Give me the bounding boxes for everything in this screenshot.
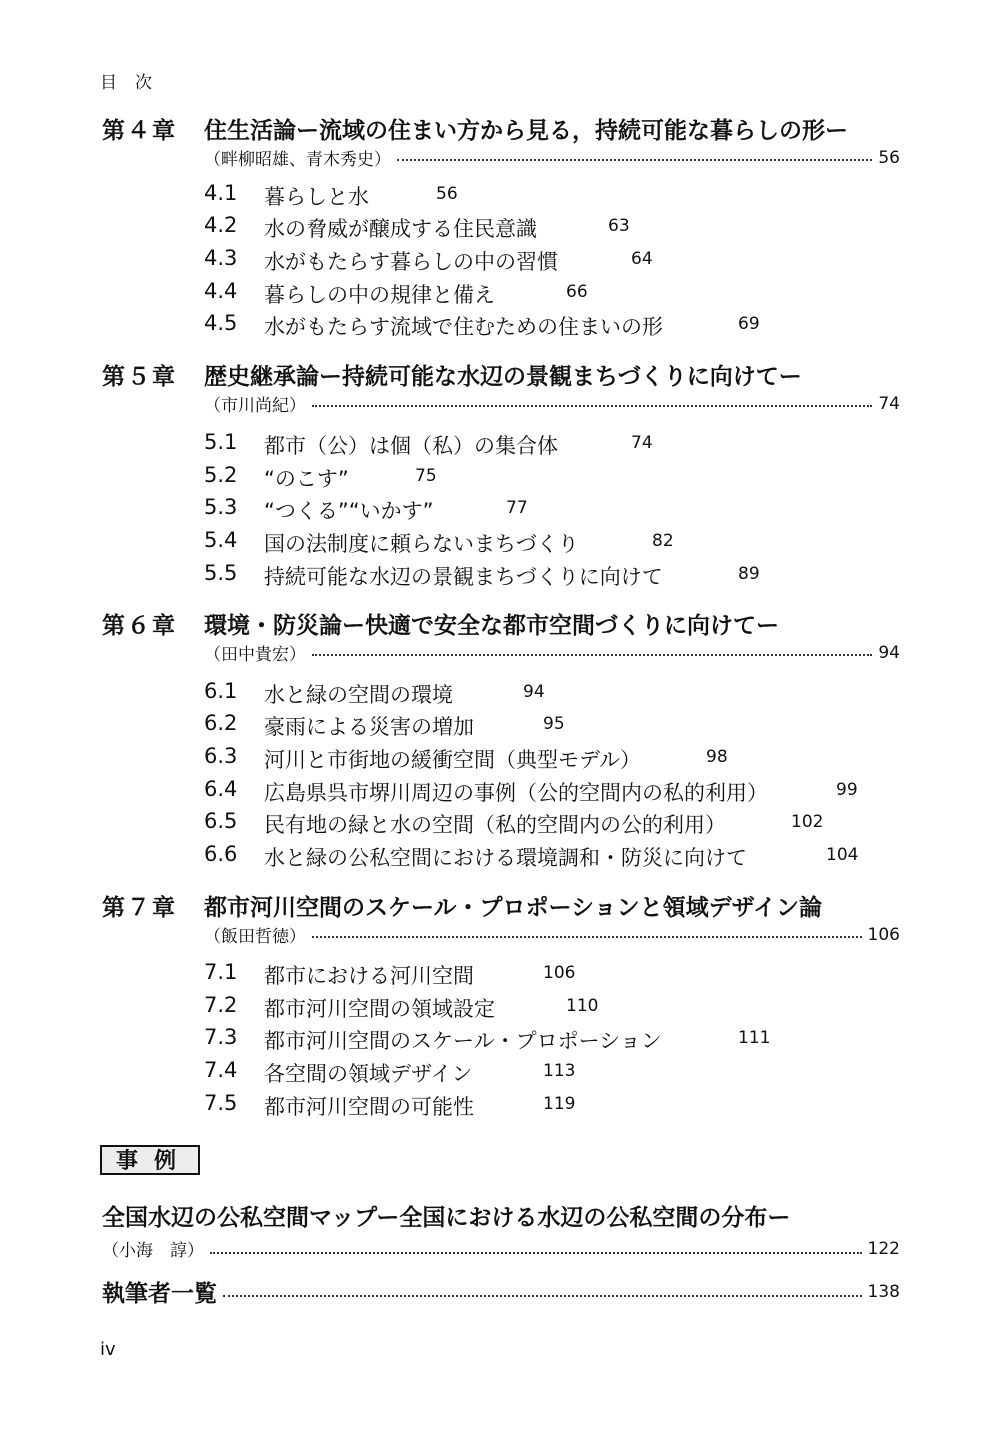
section-page[interactable]: 99 <box>836 780 858 800</box>
section-title[interactable]: 国の法制度に頼らないまちづくり <box>264 532 579 556</box>
section-title[interactable]: 水と緑の空間の環境 <box>264 683 453 707</box>
section-number: 4.4 <box>204 279 238 303</box>
chapter-author: （市川尚紀） <box>204 396 306 416</box>
section-title[interactable]: 都市河川空間の可能性 <box>264 1095 474 1119</box>
chapter-author: （飯田哲徳） <box>204 927 306 947</box>
section-page[interactable]: 77 <box>506 498 528 518</box>
chapter-title[interactable]: 歴史継承論ー持続可能な水辺の景観まちづくりに向けてー <box>204 364 802 390</box>
section-page[interactable]: 106 <box>543 963 576 983</box>
section-number: 6.2 <box>204 711 238 735</box>
section-number: 6.5 <box>204 809 238 833</box>
section-number: 6.1 <box>204 679 238 703</box>
section-title[interactable]: 暮らしと水 <box>264 185 369 209</box>
section-page[interactable]: 64 <box>631 249 653 269</box>
section-title[interactable]: 広島県呉市堺川周辺の事例（公的空間内の私的利用） <box>264 781 768 805</box>
section-page[interactable]: 75 <box>415 466 437 486</box>
chapter-title[interactable]: 住生活論ー流域の住まい方から見る，持続可能な暮らしの形ー <box>204 118 848 144</box>
case-page[interactable]: 122 <box>867 1238 900 1259</box>
chapter-number: 第７章 <box>102 895 177 921</box>
chapter-number: 第６章 <box>102 613 177 639</box>
section-page[interactable]: 82 <box>652 531 674 551</box>
leader-dots <box>312 654 872 656</box>
chapter-author: （畔柳昭雄、青木秀史） <box>204 150 391 170</box>
section-number: 7.4 <box>204 1058 238 1082</box>
page-header: 目次 <box>100 73 170 93</box>
section-page[interactable]: 119 <box>543 1094 576 1114</box>
section-page[interactable]: 104 <box>826 845 859 865</box>
section-number: 7.5 <box>204 1091 238 1115</box>
section-page[interactable]: 113 <box>543 1061 576 1081</box>
section-title[interactable]: 暮らしの中の規律と備え <box>264 283 495 307</box>
chapter-title[interactable]: 環境・防災論ー快適で安全な都市空間づくりに向けてー <box>204 613 779 639</box>
section-number: 5.1 <box>204 430 238 454</box>
section-title[interactable]: 水の脅威が醸成する住民意識 <box>264 217 537 241</box>
section-number: 6.6 <box>204 842 238 866</box>
contributors-page[interactable]: 138 <box>867 1281 900 1302</box>
section-number: 7.2 <box>204 993 238 1017</box>
case-author: （小海 諄） <box>102 1241 204 1261</box>
section-title[interactable]: 豪雨による災害の増加 <box>264 715 474 739</box>
section-title[interactable]: 各空間の領域デザイン <box>264 1062 473 1086</box>
chapter-page[interactable]: 74 <box>878 393 900 414</box>
chapter-author: （田中貴宏） <box>204 645 306 665</box>
chapter-number: 第４章 <box>102 118 177 144</box>
section-page[interactable]: 98 <box>706 747 728 767</box>
chapter-author-row <box>204 640 900 665</box>
section-page[interactable]: 66 <box>566 282 588 302</box>
section-title[interactable]: 都市河川空間のスケール・プロポーション <box>264 1029 662 1053</box>
section-number: 4.2 <box>204 213 238 237</box>
section-number: 7.3 <box>204 1025 238 1049</box>
section-page[interactable]: 111 <box>738 1028 771 1048</box>
section-title[interactable]: 都市河川空間の領域設定 <box>264 997 495 1021</box>
section-page[interactable]: 95 <box>543 714 565 734</box>
section-title[interactable]: 都市（公）は個（私）の集合体 <box>264 434 558 458</box>
section-page[interactable]: 94 <box>523 682 545 702</box>
section-title[interactable]: “つくる”“いかす” <box>264 499 434 523</box>
leader-dots <box>210 1252 862 1254</box>
contributors-row <box>102 1275 900 1308</box>
section-page[interactable]: 74 <box>631 433 653 453</box>
chapter-author-row <box>204 922 900 947</box>
section-number: 7.1 <box>204 960 238 984</box>
section-page[interactable]: 102 <box>791 812 824 832</box>
chapter-page[interactable]: 94 <box>878 642 900 663</box>
leader-dots <box>312 936 862 938</box>
page-number: iv <box>100 1339 116 1360</box>
leader-dots <box>223 1295 862 1297</box>
section-number: 6.4 <box>204 777 238 801</box>
leader-dots <box>397 159 872 161</box>
section-number: 5.3 <box>204 495 238 519</box>
section-number: 4.3 <box>204 246 238 270</box>
section-page[interactable]: 56 <box>436 184 458 204</box>
section-page[interactable]: 63 <box>608 216 630 236</box>
section-page[interactable]: 110 <box>566 996 599 1016</box>
section-title[interactable]: “のこす” <box>264 467 349 491</box>
chapter-title[interactable]: 都市河川空間のスケール・プロポーションと領域デザイン論 <box>204 895 823 921</box>
case-label-box: 事例 <box>100 1145 200 1175</box>
leader-dots <box>312 405 872 407</box>
chapter-author-row <box>204 145 900 170</box>
section-page[interactable]: 89 <box>738 564 760 584</box>
section-title[interactable]: 民有地の緑と水の空間（私的空間内の公的利用） <box>264 813 726 837</box>
section-number: 5.5 <box>204 561 238 585</box>
section-title[interactable]: 都市における河川空間 <box>264 964 474 988</box>
section-title[interactable]: 水がもたらす流域で住むための住まいの形 <box>264 315 663 339</box>
section-page[interactable]: 69 <box>738 314 760 334</box>
section-title[interactable]: 河川と市街地の緩衝空間（典型モデル） <box>264 748 641 772</box>
section-number: 6.3 <box>204 744 238 768</box>
case-author-row <box>102 1236 900 1261</box>
section-number: 5.4 <box>204 528 238 552</box>
section-number: 4.5 <box>204 311 238 335</box>
chapter-number: 第５章 <box>102 364 177 390</box>
contributors-title[interactable]: 執筆者一覧 <box>102 1281 217 1307</box>
case-title[interactable]: 全国水辺の公私空間マップー全国における水辺の公私空間の分布ー <box>102 1205 791 1231</box>
chapter-page[interactable]: 56 <box>878 147 900 168</box>
chapter-page[interactable]: 106 <box>867 924 900 945</box>
section-number: 5.2 <box>204 463 238 487</box>
section-number: 4.1 <box>204 181 238 205</box>
chapter-author-row <box>204 391 900 416</box>
section-title[interactable]: 水がもたらす暮らしの中の習慣 <box>264 250 558 274</box>
section-title[interactable]: 水と緑の公私空間における環境調和・防災に向けて <box>264 846 747 870</box>
section-title[interactable]: 持続可能な水辺の景観まちづくりに向けて <box>264 565 663 589</box>
